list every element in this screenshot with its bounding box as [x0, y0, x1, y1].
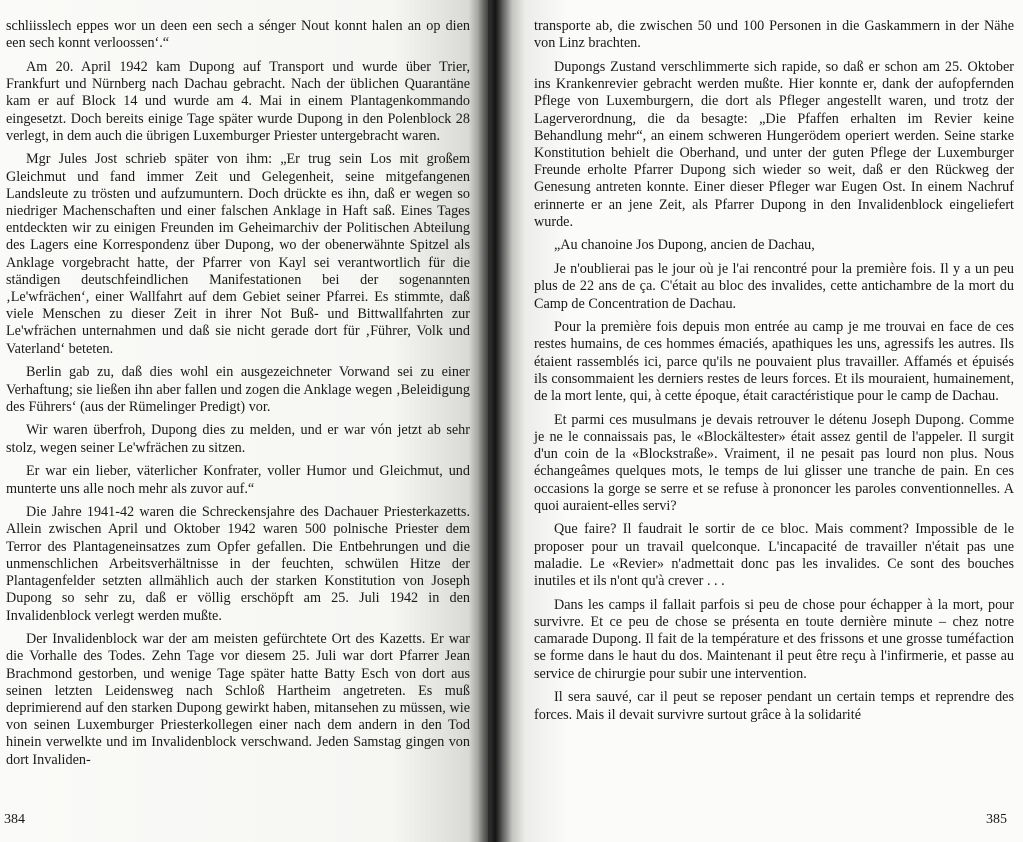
right-page — [488, 0, 1023, 842]
paragraph: Am 20. April 1942 kam Dupong auf Transport und wurde über Trier, Frankfurt und Nürnberg nach Dachau gebracht. Nach der üblichen Quarantäne kam er auf Block 14 und wurde am 4. Mai in einem Plantagenkommando eingesetzt. Doch bereits einige Tage später wurde Dupong in den Polenblock 28 verlegt, in dem auch die übrigen Luxemburger Priester untergebracht waren. — [6, 58, 470, 144]
left-page — [0, 0, 488, 842]
right-page-text — [534, 18, 1014, 730]
paragraph: Que faire? Il faudrait le sortir de ce bloc. Mais comment? Impossible de le proposer pour un travail quelconque. L'incapacité de travailler n'était pas une maladie. Le «Revier» n'admettait donc pas les invalides. Ce sont des bouches inutiles et ils n'ont qu'à crever . . . — [534, 521, 1014, 590]
paragraph: Et parmi ces musulmans je devais retrouver le détenu Joseph Dupong. Comme je ne le connaissais pas, le «Blockältester» était assez gentil de l'appeler. Il surgit d'un coin de la «Blockstraße». Vraiment, il ne pesait pas lourd non plus. Nous échangeâmes quelques mots, le temps de lui glisser une tranche de pain. En ces occasions la gorge se serre et se refuse à prononcer les paroles conventionnelles. A quoi auraient-elles servi? — [534, 411, 1014, 514]
paragraph: schliisslech eppes wor un deen een sech a sénger Nout konnt halen an op dien een sech konnt verloossen‘.“ — [6, 18, 470, 52]
paragraph: Dans les camps il fallait parfois si peu de chose pour échapper à la mort, pour survivre. Et ce peu de chose se présenta en toute dernière minute – chez notre camarade Dupong. Il fait de la température et des frissons et une grosse tuméfaction se forme dans le haut du dos. Maintenant il peut être reçu à l'infirmerie, et passe au service de chirurgie pour subir une intervention. — [534, 596, 1014, 682]
paragraph: transporte ab, die zwischen 50 und 100 Personen in die Gaskammern in der Nähe von Linz brachten. — [534, 18, 1014, 52]
left-page-text — [6, 18, 470, 775]
paragraph: Berlin gab zu, daß dies wohl ein ausgezeichneter Vorwand sei zu einer Verhaftung; sie ließen ihn aber fallen und zogen die Anklage wegen ‚Beleidigung des Führers‘ (aus der Rümelinger Predigt) vor. — [6, 364, 470, 415]
paragraph: Pour la première fois depuis mon entrée au camp je me trouvai en face de ces restes humains, de ces hommes émaciés, apathiques les uns, agressifs les autres. Ils étaient rassemblés ici, parce qu'ils ne pouvaient plus travailler. Affamés et épuisés ils consommaient les derniers restes de leurs forces. Et ils mouraient, humainement, de la mort lente, qui, à cette époque, était caractéristique pour le camp de Dachau. — [534, 319, 1014, 405]
paragraph: Wir waren überfroh, Dupong dies zu melden, und er war vón jetzt ab sehr stolz, wegen seiner Le'wfrächen zu sitzen. — [6, 422, 470, 456]
paragraph: Je n'oublierai pas le jour où je l'ai rencontré pour la première fois. Il y a un peu plus de 22 ans de ça. C'était au bloc des invalides, cette antichambre de la mort du Camp de Concentration de Dachau. — [534, 261, 1014, 312]
paragraph: Der Invalidenblock war der am meisten gefürchtete Ort des Kazetts. Er war die Vorhalle des Todes. Zehn Tage vor diesem 25. Juli war dort Pfarrer Jean Brachmond gestorben, und wenige Tage später hatte Batty Esch von dort aus seinen letzten Leidensweg nach Schloß Hartheim angetreten. Es muß deprimierend auf den starken Dupong gewirkt haben, mitansehen zu müssen, wie von seinen Luxemburger Priesterkollegen einer nach dem andern in den Tod hinein verwelkte und im Invalidenblock verschwand. Jeden Samstag gingen von dort Invaliden- — [6, 631, 470, 768]
paragraph: Die Jahre 1941-42 waren die Schreckensjahre des Dachauer Priesterkazetts. Allein zwischen April und Oktober 1942 waren 500 polnische Priester dem Terror des Plantageneinsatzes zum Opfer gefallen. Die Entbehrungen und die unmenschlichen Arbeitsverhältnisse in der feuchten, schwülen Hitze der Plantagenfelder setzten allmählich auch der starken Konstitution von Joseph Dupong so sehr zu, daß er völlig erschöpft am 25. Juli 1942 in den Invalidenblock verlegt werden mußte. — [6, 504, 470, 624]
page-number-right: 385 — [986, 812, 1007, 827]
paragraph: Er war ein lieber, väterlicher Konfrater, voller Humor und Gleichmut, und munterte uns alle noch mehr als zuvor auf.“ — [6, 463, 470, 497]
paragraph: Dupongs Zustand verschlimmerte sich rapide, so daß er schon am 25. Oktober ins Krankenrevier gebracht werden mußte. Hier konnte er, dank der aufopfernden Pflege von Luxemburgern, die dort als Pfleger angestellt waren, und trotz der Lagerverordnung, die da besagte: „Die Pfaffen erhalten im Revier keine Behandlung mehr“, an einem schweren Hungerödem operiert werden. Seine starke Konstitution behielt die Oberhand, und unter der guten Pflege der Luxemburger Freunde erholte Pfarrer Dupong sich wieder so weit, daß er den Rückweg der Genesung antreten konnte. Einer dieser Pfleger war Eugen Ost. In einem Nachruf erinnerte er an jene Zeit, als Pfarrer Dupong in den Invalidenblock eingeliefert wurde. — [534, 58, 1014, 230]
paragraph: Il sera sauvé, car il peut se reposer pendant un certain temps et reprendre des forces. Mais il devait survivre surtout grâce à la solidarité — [534, 689, 1014, 723]
page-number-left: 384 — [4, 812, 25, 827]
paragraph: „Au chanoine Jos Dupong, ancien de Dachau, — [554, 237, 815, 254]
paragraph: Mgr Jules Jost schrieb später von ihm: „Er trug sein Los mit großem Gleichmut und fand immer Zeit und Gelegenheit, seine mitgefangenen Landsleute zu trösten und aufzumuntern. Doch drückte es ihn, daß er wegen so niedriger Machenschaften und einer falschen Anklage in Haft saß. Eines Tages entdeckten wir zu einigen Freunden im Geheimarchiv der Politischen Abteilung des Lagers eine Korrespondenz über Dupong, wo der obenerwähnte Spitzel als Anklage vorgebracht hatte, der Pfarrer von Kayl sei verantwortlich für die ständigen deutschfeindlichen Manifestationen bei der sogenannten ‚Le'wfrächen‘, einer Wallfahrt auf dem Gebiet seiner Pfarrei. Es stimmte, daß viele Menschen zu dieser Zeit in ihrer Not Buß- und Bittwallfahrten zur Le'wfrächen unternahmen und daß sie nicht gerade dort für ‚Führer, Volk und Vaterland‘ beteten. — [6, 151, 470, 357]
